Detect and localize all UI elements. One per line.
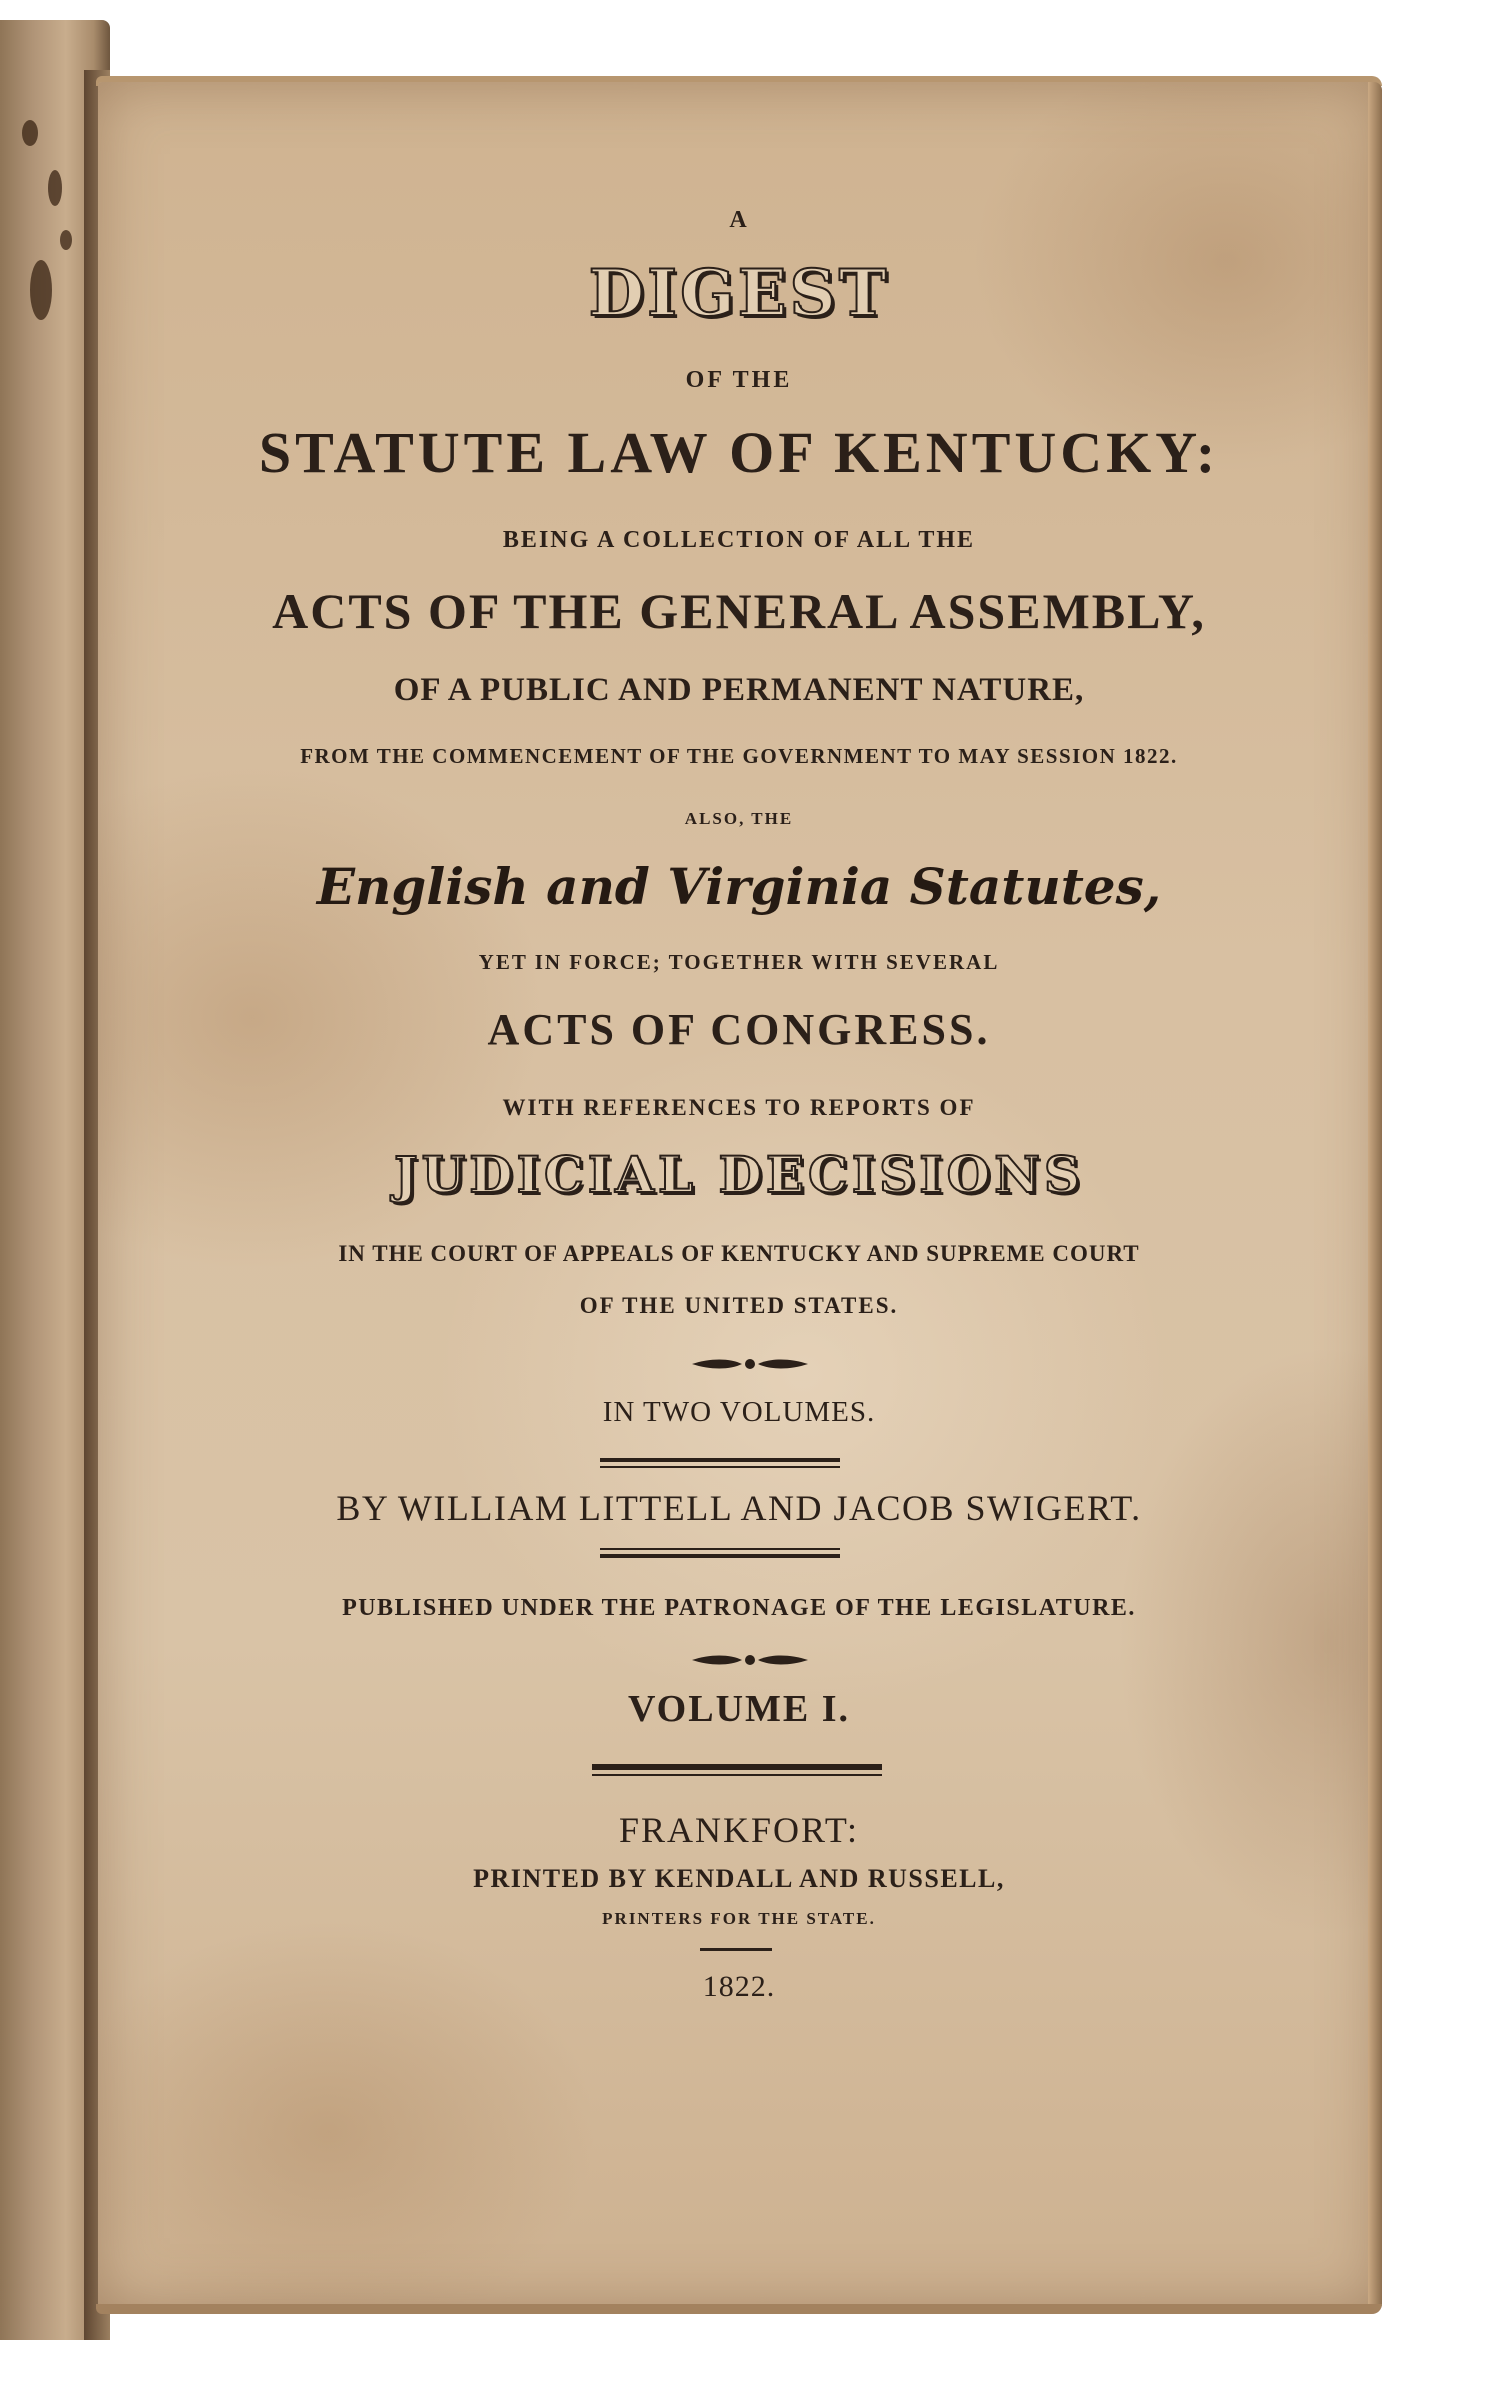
acts-of-congress: ACTS OF CONGRESS. <box>487 1005 991 1054</box>
yet-in-force: YET IN FORCE; TOGETHER WITH SEVERAL <box>478 950 1000 974</box>
in-two-volumes: IN TWO VOLUMES. <box>602 1396 876 1428</box>
acts-general-assembly: ACTS OF THE GENERAL ASSEMBLY, <box>272 583 1206 639</box>
double-rule-bottom <box>600 1554 840 1558</box>
ornament-divider <box>690 1356 810 1372</box>
double-rule-top-thin <box>600 1466 840 1468</box>
published-under-patronage: PUBLISHED UNDER THE PATRONAGE OF THE LEGISLATURE. <box>342 1595 1136 1621</box>
title-article: A <box>729 207 749 233</box>
heavy-rule <box>592 1764 882 1770</box>
public-permanent-nature: OF A PUBLIC AND PERMANENT NATURE, <box>393 672 1085 708</box>
judicial-decisions: JUDICIAL DECISIONS <box>393 1145 1085 1204</box>
of-united-states: OF THE UNITED STATES. <box>579 1293 899 1318</box>
english-virginia-statutes: English and Virginia Statutes, <box>316 857 1162 916</box>
volume-number: VOLUME I. <box>627 1688 851 1730</box>
with-references: WITH REFERENCES TO REPORTS OF <box>502 1095 976 1120</box>
printer: PRINTED BY KENDALL AND RUSSELL, <box>473 1864 1005 1893</box>
authors: BY WILLIAM LITTELL AND JACOB SWIGERT. <box>336 1488 1142 1528</box>
printers-for-state: PRINTERS FOR THE STATE. <box>602 1909 876 1928</box>
place-of-publication: FRANKFORT: <box>618 1810 860 1850</box>
page-bottom-edge <box>96 2304 1382 2314</box>
court-of-appeals: IN THE COURT OF APPEALS OF KENTUCKY AND SUPREME COURT <box>338 1241 1140 1266</box>
double-rule-bottom-thin <box>600 1548 840 1550</box>
double-rule-top <box>600 1458 840 1462</box>
ornament-divider-2 <box>690 1652 810 1668</box>
also-the: ALSO, THE <box>684 809 794 828</box>
heavy-rule-thin <box>592 1774 882 1776</box>
short-rule <box>700 1948 772 1951</box>
from-commencement: FROM THE COMMENCEMENT OF THE GOVERNMENT TO MAY SESSION 1822. <box>300 744 1178 768</box>
title-digest: DIGEST <box>588 256 890 331</box>
title-of-the: OF THE <box>685 367 793 393</box>
main-title: STATUTE LAW OF KENTUCKY: <box>258 420 1220 485</box>
subtitle-being: BEING A COLLECTION OF ALL THE <box>502 527 976 553</box>
publication-year: 1822. <box>702 1970 776 2003</box>
